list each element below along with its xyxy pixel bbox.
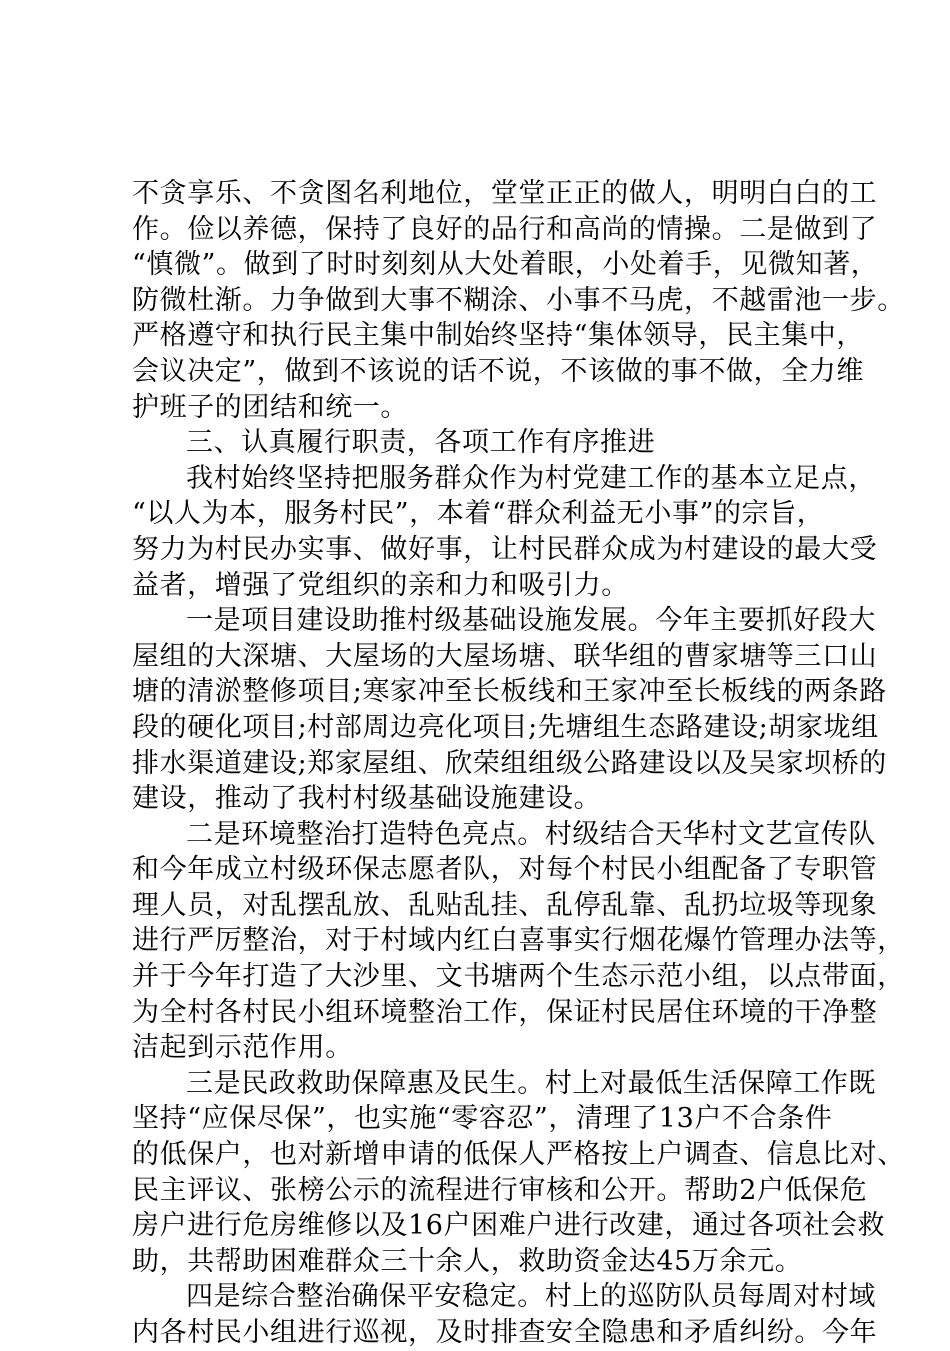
text-line: 理人员，对乱摆乱放、乱贴乱挂、乱停乱靠、乱扔垃圾等现象	[132, 889, 878, 921]
text-line: 护班子的团结和统一。	[132, 391, 408, 423]
text-line: 会议决定”，做到不该说的话不说，不该做的事不做，全力维	[132, 355, 865, 387]
text-line: 我村始终坚持把服务群众作为村党建工作的基本立足点，	[186, 462, 876, 494]
text-line: 排水渠道建设;郑家屋组、欣荣组组级公路建设以及吴家坝桥的	[132, 747, 887, 779]
text-line: 洁起到示范作用。	[132, 1032, 353, 1064]
text-line: 和今年成立村级环保志愿者队，对每个村民小组配备了专职管	[132, 854, 878, 886]
text-line: 三是民政救助保障惠及民生。村上对最低生活保障工作既	[186, 1067, 876, 1099]
text-line: 防微杜渐。力争做到大事不糊涂、小事不马虎，不越雷池一步。	[132, 284, 905, 316]
text-line: 四是综合整治确保平安稳定。村上的巡防队员每周对村域	[186, 1281, 876, 1313]
text-line: 益者，增强了党组织的亲和力和吸引力。	[132, 569, 629, 601]
text-line: 建设，推动了我村村级基础设施建设。	[132, 783, 602, 815]
text-line: 段的硬化项目;村部周边亮化项目;先塘组生态路建设;胡家垅组	[132, 711, 879, 743]
text-line: 并于今年打造了大沙里、文书塘两个生态示范小组，以点带面，	[132, 961, 905, 993]
text-line: 房户进行危房维修以及16户困难户进行改建，通过各项社会救	[132, 1210, 886, 1242]
text-line: “以人为本，服务村民”，本着“群众利益无小事”的宗旨，	[132, 498, 825, 530]
text-line: “慎微”。做到了时时刻刻从大处着眼，小处着手，见微知著，	[132, 249, 879, 281]
text-line: 助，共帮助困难群众三十余人，救助资金达45万余元。	[132, 1245, 803, 1277]
text-line: 进行严厉整治，对于村域内红白喜事实行烟花爆竹管理办法等，	[132, 925, 905, 957]
text-line: 塘的清淤整修项目;寒家冲至长板线和王家冲至长板线的两条路	[132, 676, 887, 708]
text-line: 二是环境整治打造特色亮点。村级结合天华村文艺宣传队	[186, 818, 876, 850]
text-line: 坚持“应保尽保”，也实施“零容忍”，清理了13户不合条件	[132, 1103, 833, 1135]
text-line: 不贪享乐、不贪图名利地位，堂堂正正的做人，明明白白的工	[132, 178, 878, 209]
text-line: 一是项目建设助推村级基础设施发展。今年主要抓好段大	[186, 605, 876, 637]
text-line: 为全村各村民小组环境整治工作，保证村民居住环境的干净整	[132, 996, 878, 1028]
text-line: 的低保户，也对新增申请的低保人严格按上户调查、信息比对、	[132, 1139, 905, 1171]
text-line: 三、认真履行职责，各项工作有序推进	[186, 427, 656, 459]
document-body	[132, 176, 905, 1351]
text-line: 民主评议、张榜公示的流程进行审核和公开。帮助2户低保危	[132, 1174, 868, 1206]
text-line: 屋组的大深塘、大屋场的大屋场塘、联华组的曹家塘等三口山	[132, 640, 878, 672]
text-line: 严格遵守和执行民主集中制始终坚持“集体领导，民主集中，	[132, 320, 865, 352]
text-line: 作。俭以养德，保持了良好的品行和高尚的情操。二是做到了	[132, 213, 878, 245]
text-line: 努力为村民办实事、做好事，让村民群众成为村建设的最大受	[132, 533, 878, 565]
text-line: 内各村民小组进行巡视，及时排查安全隐患和矛盾纠纷。今年	[132, 1317, 878, 1348]
